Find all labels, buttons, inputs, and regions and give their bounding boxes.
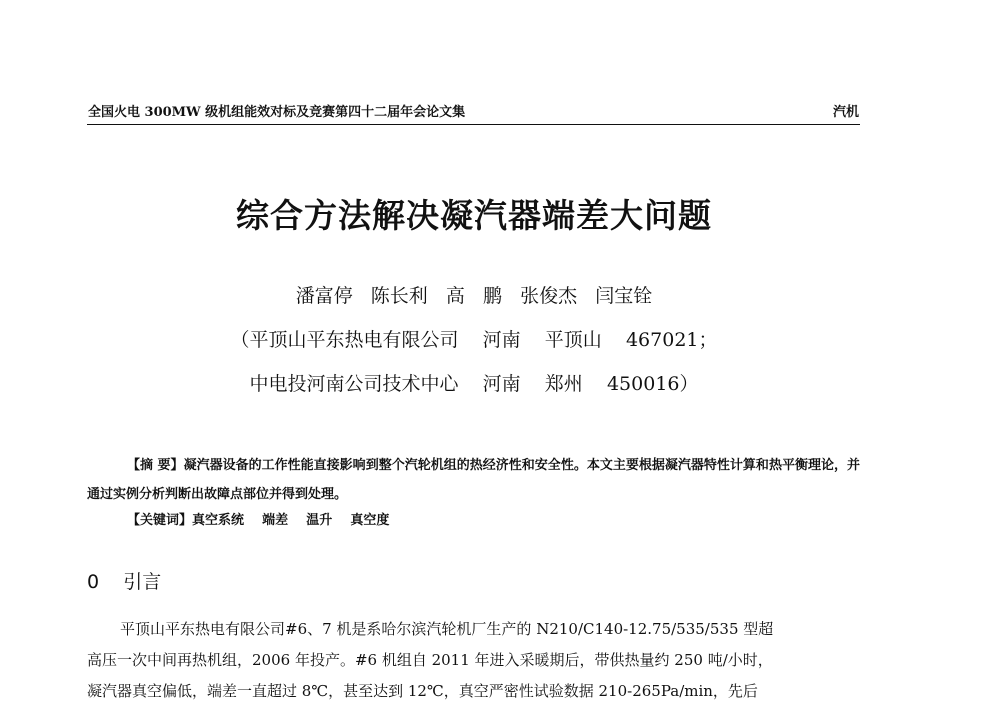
keywords-label: 【关键词】 — [127, 513, 193, 528]
affiliation-line-2: 中电投河南公司技术中心 河南 郑州 450016） — [249, 373, 699, 395]
paper-title: 综合方法解决凝汽器端差大问题 — [236, 196, 712, 235]
abstract-paragraph — [87, 451, 860, 509]
body-line: 平顶山平东热电有限公司#6、7 机是系哈尔滨汽轮机厂生产的 N210/C140-12.75/535/535 型超 — [120, 620, 774, 638]
abstract-label: 【摘 要】 — [127, 458, 184, 473]
keywords-text: 真空系统 端差 温升 真空度 — [192, 513, 390, 528]
keywords — [127, 509, 389, 528]
affiliation-line-1: （平顶山平东热电有限公司 河南 平顶山 467021； — [230, 329, 718, 351]
body-line: 凝汽器真空偏低，端差一直超过 8℃，甚至达到 12℃，真空严密性试验数据 210-265Pa/min，先后 — [87, 682, 758, 700]
abstract-text: 凝汽器设备的工作性能直接影响到整个汽轮机组的热经济性和安全性。本文主要根据凝汽器特性计算和热平衡理论，并通过实例分析判断出故障点部位并得到处理。 — [87, 458, 860, 502]
body-line: 高压一次中间再热机组，2006 年投产。#6 机组自 2011 年进入采暖期后，带供热量约 250 吨/小时， — [87, 651, 773, 669]
abstract — [87, 451, 860, 509]
body-paragraph — [87, 614, 860, 707]
author-list: 潘富停 陈长利 高 鹏 张俊杰 闫宝铨 — [295, 285, 653, 307]
section-label: 汽机 — [832, 105, 859, 120]
conference-title: 全国火电 300MW 级机组能效对标及竞赛第四十二届年会论文集 — [88, 105, 466, 120]
running-header — [87, 104, 860, 125]
section-heading-introduction: 0 引言 — [87, 571, 162, 593]
